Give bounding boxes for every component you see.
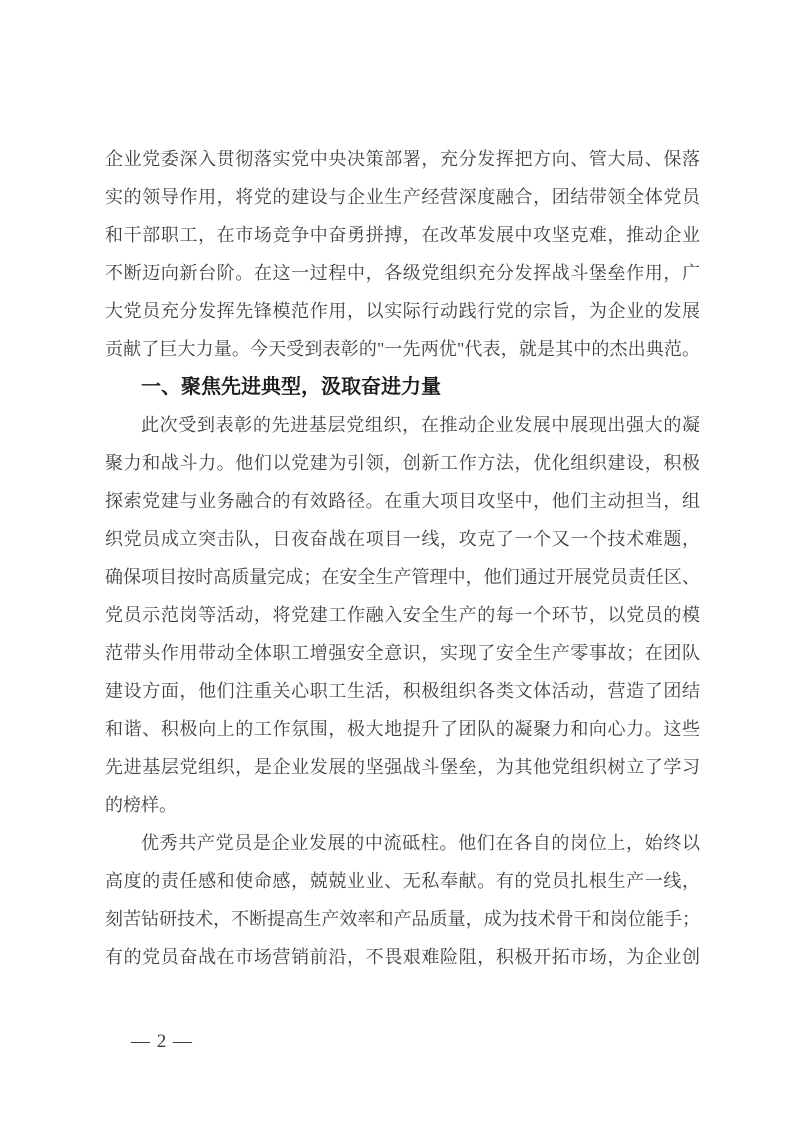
paragraph-line: 范带头作用带动全体职工增强安全意识，实现了安全生产零事故；在团队 bbox=[105, 643, 700, 663]
paragraph-line: 的榜样。 bbox=[105, 795, 177, 815]
paragraph-line: 先进基层党组织，是企业发展的坚强战斗堡垒，为其他党组织树立了学习 bbox=[105, 757, 700, 777]
paragraph-line: 聚力和战斗力。他们以党建为引领，创新工作方法，优化组织建设，积极 bbox=[105, 453, 700, 473]
paragraph-line: 企业党委深入贯彻落实党中央决策部署，充分发挥把方向、管大局、保落 bbox=[105, 149, 700, 169]
paragraph-line: 党员示范岗等活动，将党建工作融入安全生产的每一个环节，以党员的模 bbox=[105, 605, 700, 625]
page-number: — 2 — bbox=[131, 1031, 193, 1052]
paragraph-line: 和谐、积极向上的工作氛围，极大地提升了团队的凝聚力和向心力。这些 bbox=[105, 719, 700, 739]
paragraph-line: 刻苦钻研技术，不断提高生产效率和产品质量，成为技术骨干和岗位能手； bbox=[105, 909, 700, 929]
paragraph-line: 实的领导作用，将党的建设与企业生产经营深度融合，团结带领全体党员 bbox=[105, 187, 700, 207]
paragraph-line: 确保项目按时高质量完成；在安全生产管理中，他们通过开展党员责任区、 bbox=[105, 567, 700, 587]
section-heading: 一、聚焦先进典型，汲取奋进力量 bbox=[141, 376, 441, 398]
paragraph-line: 贡献了巨大力量。今天受到表彰的"一先两优"代表，就是其中的杰出典范。 bbox=[105, 339, 700, 359]
paragraph-line: 有的党员奋战在市场营销前沿，不畏艰难险阻，积极开拓市场，为企业创 bbox=[105, 947, 700, 967]
document-body bbox=[105, 140, 700, 976]
paragraph-line: 大党员充分发挥先锋模范作用，以实际行动践行党的宗旨，为企业的发展 bbox=[105, 301, 700, 321]
paragraph-line: 织党员成立突击队，日夜奋战在项目一线，攻克了一个又一个技术难题， bbox=[105, 529, 700, 549]
paragraph-line: 建设方面，他们注重关心职工生活，积极组织各类文体活动，营造了团结 bbox=[105, 681, 700, 701]
paragraph-line: 不断迈向新台阶。在这一过程中，各级党组织充分发挥战斗堡垒作用，广 bbox=[105, 263, 700, 283]
paragraph-line: 探索党建与业务融合的有效路径。在重大项目攻坚中，他们主动担当，组 bbox=[105, 491, 700, 511]
paragraph-line: 和干部职工，在市场竞争中奋勇拼搏，在改革发展中攻坚克难，推动企业 bbox=[105, 225, 700, 245]
paragraph-line: 优秀共产党员是企业发展的中流砥柱。他们在各自的岗位上，始终以 bbox=[141, 833, 700, 853]
paragraph-line: 此次受到表彰的先进基层党组织，在推动企业发展中展现出强大的凝 bbox=[141, 415, 700, 435]
paragraph-line: 高度的责任感和使命感，兢兢业业、无私奉献。有的党员扎根生产一线， bbox=[105, 871, 700, 891]
